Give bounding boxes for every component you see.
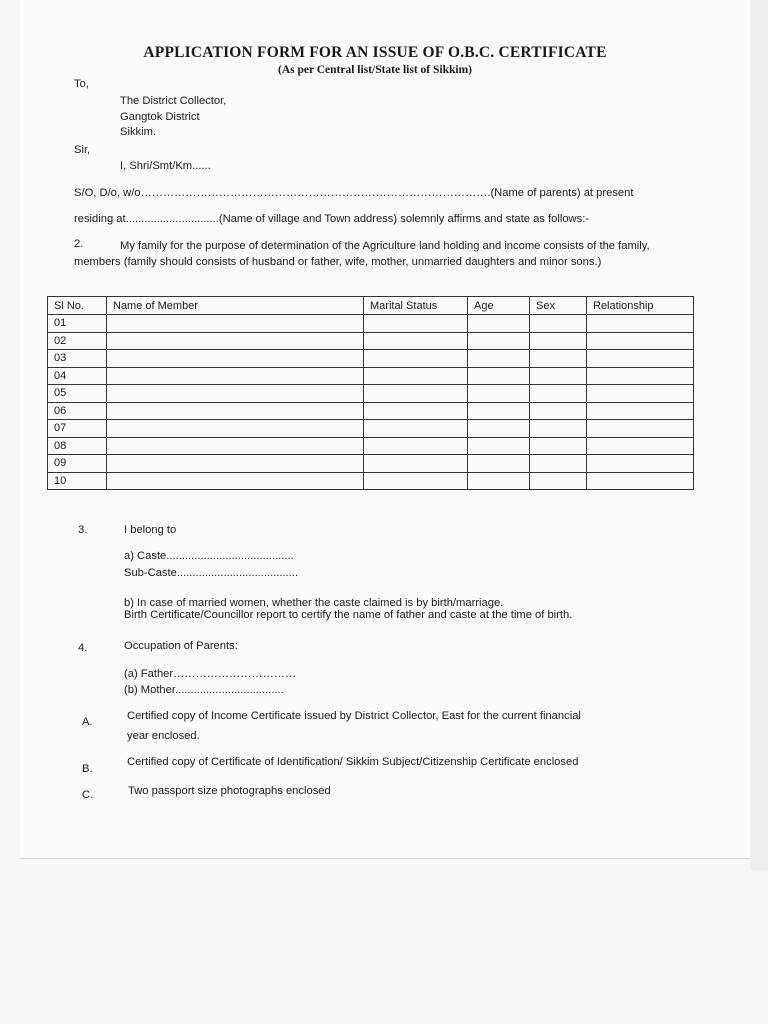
marital-status-cell[interactable]	[364, 402, 468, 420]
caste-field: a) Caste.........................................	[124, 550, 294, 562]
member-name-cell[interactable]	[107, 455, 364, 473]
row-number: 05	[48, 385, 107, 403]
address-line-1: The District Collector,	[120, 95, 227, 107]
mother-occupation-field: (b) Mother...................................	[124, 684, 284, 696]
relationship-cell[interactable]	[587, 315, 694, 333]
sex-cell[interactable]	[530, 420, 587, 438]
enclosure-c-text: Two passport size photographs enclosed	[128, 785, 331, 797]
member-name-cell[interactable]	[107, 420, 364, 438]
member-name-cell[interactable]	[107, 332, 364, 350]
header-name-of-member: Name of Member	[107, 297, 364, 315]
enclosure-b-marker: B.	[82, 763, 93, 775]
subcaste-field: Sub-Caste.......................................	[124, 567, 299, 579]
married-women-note: b) In case of married women, whether the caste claimed is by birth/marriage.	[124, 597, 504, 609]
item-3-label: I belong to	[124, 524, 177, 536]
member-name-cell[interactable]	[107, 350, 364, 368]
sex-cell[interactable]	[530, 385, 587, 403]
form-subtitle: (As per Central list/State list of Sikkim)	[277, 64, 472, 76]
marital-status-cell[interactable]	[364, 332, 468, 350]
relationship-cell[interactable]	[587, 367, 694, 385]
age-cell[interactable]	[468, 472, 530, 490]
relationship-cell[interactable]	[587, 437, 694, 455]
row-number: 03	[48, 350, 107, 368]
table-row	[48, 455, 694, 473]
relationship-cell[interactable]	[587, 420, 694, 438]
table-row	[48, 402, 694, 420]
item-2-number: 2.	[74, 238, 84, 250]
sex-cell[interactable]	[530, 455, 587, 473]
enclosure-a-text: Certified copy of Income Certificate issued by District Collector, East for the current financial	[127, 710, 581, 722]
marital-status-cell[interactable]	[364, 455, 468, 473]
age-cell[interactable]	[468, 367, 530, 385]
member-name-cell[interactable]	[107, 385, 364, 403]
member-name-cell[interactable]	[107, 437, 364, 455]
age-cell[interactable]	[468, 402, 530, 420]
item-3-number: 3.	[78, 524, 88, 536]
sex-cell[interactable]	[530, 315, 587, 333]
table-row	[48, 315, 694, 333]
age-cell[interactable]	[468, 315, 530, 333]
marital-status-cell[interactable]	[364, 367, 468, 385]
age-cell[interactable]	[468, 350, 530, 368]
row-number: 08	[48, 437, 107, 455]
sex-cell[interactable]	[530, 332, 587, 350]
marital-status-cell[interactable]	[364, 385, 468, 403]
address-line-2: Gangtok District	[120, 111, 200, 123]
marital-status-cell[interactable]	[364, 350, 468, 368]
sex-cell[interactable]	[530, 402, 587, 420]
table-row	[48, 472, 694, 490]
header-marital-status: Marital Status	[364, 297, 468, 315]
member-name-cell[interactable]	[107, 367, 364, 385]
item-2-text: My family for the purpose of determination of the Agriculture land holding and income consists of the family, members (family should consists of husband or father, wife, mother, unmarried daughters and minor sons.)	[74, 240, 650, 268]
salutation: Sir,	[74, 144, 91, 156]
page-edge	[750, 0, 768, 870]
row-number: 09	[48, 455, 107, 473]
family-members-table	[47, 296, 694, 490]
table-header-row	[48, 297, 694, 315]
enclosure-b-text: Certified copy of Certificate of Identification/ Sikkim Subject/Citizenship Certificate enclosed	[127, 756, 579, 768]
row-number: 06	[48, 402, 107, 420]
father-occupation-field: (a) Father……………………………	[124, 668, 297, 680]
address-line-3: Sikkim.	[120, 126, 157, 138]
header-age: Age	[468, 297, 530, 315]
relationship-cell[interactable]	[587, 385, 694, 403]
applicant-name-line: I, Shri/Smt/Km......	[120, 160, 211, 172]
row-number: 04	[48, 367, 107, 385]
header-relationship: Relationship	[587, 297, 694, 315]
marital-status-cell[interactable]	[364, 315, 468, 333]
header-sl-no: Sl No.	[48, 297, 107, 315]
table-row	[48, 350, 694, 368]
row-number: 02	[48, 332, 107, 350]
table-row	[48, 420, 694, 438]
sex-cell[interactable]	[530, 437, 587, 455]
age-cell[interactable]	[468, 332, 530, 350]
age-cell[interactable]	[468, 420, 530, 438]
address-to: To,	[74, 78, 89, 90]
parent-name-line: S/O, D/o, w/o………………………………………………………………………………….(Name of parents) at present	[74, 187, 634, 199]
form-title: APPLICATION FORM FOR AN ISSUE OF O.B.C. CERTIFICATE	[143, 44, 607, 61]
table-row	[48, 367, 694, 385]
enclosure-c-marker: C.	[82, 789, 94, 801]
item-4-number: 4.	[78, 642, 88, 654]
row-number: 01	[48, 315, 107, 333]
relationship-cell[interactable]	[587, 350, 694, 368]
birth-certificate-note: Birth Certificate/Councillor report to certify the name of father and caste at the time of birth.	[124, 609, 573, 621]
relationship-cell[interactable]	[587, 402, 694, 420]
marital-status-cell[interactable]	[364, 420, 468, 438]
table-row	[48, 437, 694, 455]
item-4-label: Occupation of Parents:	[124, 640, 238, 652]
table-row	[48, 332, 694, 350]
marital-status-cell[interactable]	[364, 437, 468, 455]
member-name-cell[interactable]	[107, 402, 364, 420]
sex-cell[interactable]	[530, 350, 587, 368]
age-cell[interactable]	[468, 437, 530, 455]
relationship-cell[interactable]	[587, 455, 694, 473]
relationship-cell[interactable]	[587, 332, 694, 350]
relationship-cell[interactable]	[587, 472, 694, 490]
member-name-cell[interactable]	[107, 315, 364, 333]
marital-status-cell[interactable]	[364, 472, 468, 490]
enclosure-a-marker: A.	[82, 716, 93, 728]
member-name-cell[interactable]	[107, 472, 364, 490]
table-row	[48, 385, 694, 403]
row-number: 10	[48, 472, 107, 490]
age-cell[interactable]	[468, 455, 530, 473]
row-number: 07	[48, 420, 107, 438]
residence-line: residing at..............................(Name of village and Town address) solemnly affirms and state as follows:-	[74, 213, 590, 225]
sex-cell[interactable]	[530, 367, 587, 385]
age-cell[interactable]	[468, 385, 530, 403]
enclosure-a-text-continued: year enclosed.	[127, 730, 200, 742]
sex-cell[interactable]	[530, 472, 587, 490]
header-sex: Sex	[530, 297, 587, 315]
